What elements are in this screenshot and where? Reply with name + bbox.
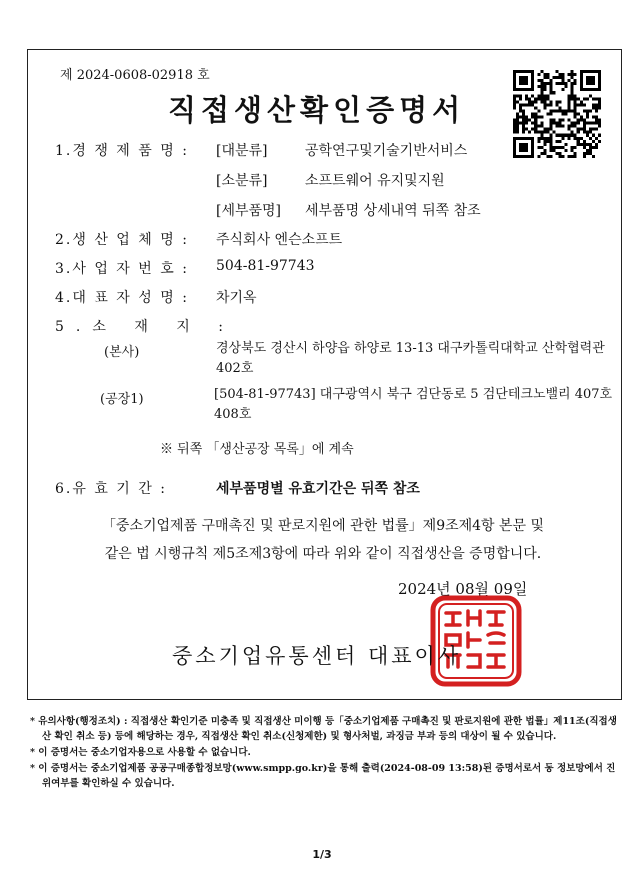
qr-code-icon xyxy=(513,70,601,158)
note-item: * 이 증명서는 중소기업자용으로 사용할 수 없습니다. xyxy=(30,747,251,758)
note-item: * 유의사항(행정조치) : 직접생산 확인기준 미충족 및 직접생산 미이행 등「중소기업제품 구매촉진 및 판로지원에 관한 법률」제11조(직접생산 확인 취소 등) 등에 해당하는 경우, 직접생산 확인 취소(신청제한) 및 형사처벌, 과징금 부과 등의 대상이 될 수 있습니다. xyxy=(30,716,617,742)
rep-value: 차기옥 xyxy=(216,290,257,306)
product-major-value: 공학연구및기술기반서비스 xyxy=(305,143,468,159)
document-title: 직접생산확인증명서 xyxy=(168,93,466,127)
bizno-label: 3.사 업 자 번 호 : xyxy=(55,261,189,277)
factory-address: [504-81-97743] 대구광역시 북구 검단동로 5 검단테크노밸리 407호 408호 xyxy=(214,387,613,422)
location-label: 5.소 재 지 : xyxy=(55,319,235,335)
company-label: 2.생 산 업 체 명 : xyxy=(55,232,189,248)
validity-value: 세부품명별 유효기간은 뒤쪽 참조 xyxy=(216,481,420,497)
product-minor-value: 소프트웨어 유지및지원 xyxy=(305,173,445,189)
note-item: * 이 증명서는 중소기업제품 공공구매종합정보망(www.smpp.go.kr)을 통해 출력(2024-08-09 13:58)된 증명서로서 동 정보망에서 진위여부를 확인하실 수 있습니다. xyxy=(30,763,616,789)
product-label: 1.경 쟁 제 품 명 : xyxy=(55,143,189,159)
statement-line-2: 같은 법 시행규칙 제5조제3항에 따라 위와 같이 직접생산을 증명합니다. xyxy=(104,546,542,562)
product-minor-tag: [소분류] xyxy=(216,173,268,189)
product-major-tag: [대분류] xyxy=(216,143,268,159)
notes-section xyxy=(30,714,620,792)
page-number: 1/3 xyxy=(312,848,332,861)
bizno-value: 504-81-97743 xyxy=(216,258,315,274)
continued-note: ※ 뒤쪽 「생산공장 목록」에 계속 xyxy=(160,442,354,457)
document-number: 제 2024-0608-02918 호 xyxy=(60,68,210,83)
hq-tag: (본사) xyxy=(104,345,140,360)
product-detail-value: 세부품명 상세내역 뒤쪽 참조 xyxy=(305,203,481,219)
company-value: 주식회사 엔슨소프트 xyxy=(216,232,343,248)
product-detail-tag: [세부품명] xyxy=(216,203,282,219)
statement-line-1: 「중소기업제품 구매촉진 및 판로지원에 관한 법률」제9조제4항 본문 및 xyxy=(101,518,545,534)
rep-label: 4.대 표 자 성 명 : xyxy=(55,290,189,306)
issuer-name: 중소기업유통센터 대표이사 xyxy=(172,644,462,668)
issue-date: 2024년 08월 09일 xyxy=(398,580,528,598)
hq-address: 경상북도 경산시 하양읍 하양로 13-13 대구카톨릭대학교 산학협력관 402호 xyxy=(216,341,605,376)
validity-label: 6.유 효 기 간 : xyxy=(55,481,167,497)
factory-tag: (공장1) xyxy=(100,392,144,407)
